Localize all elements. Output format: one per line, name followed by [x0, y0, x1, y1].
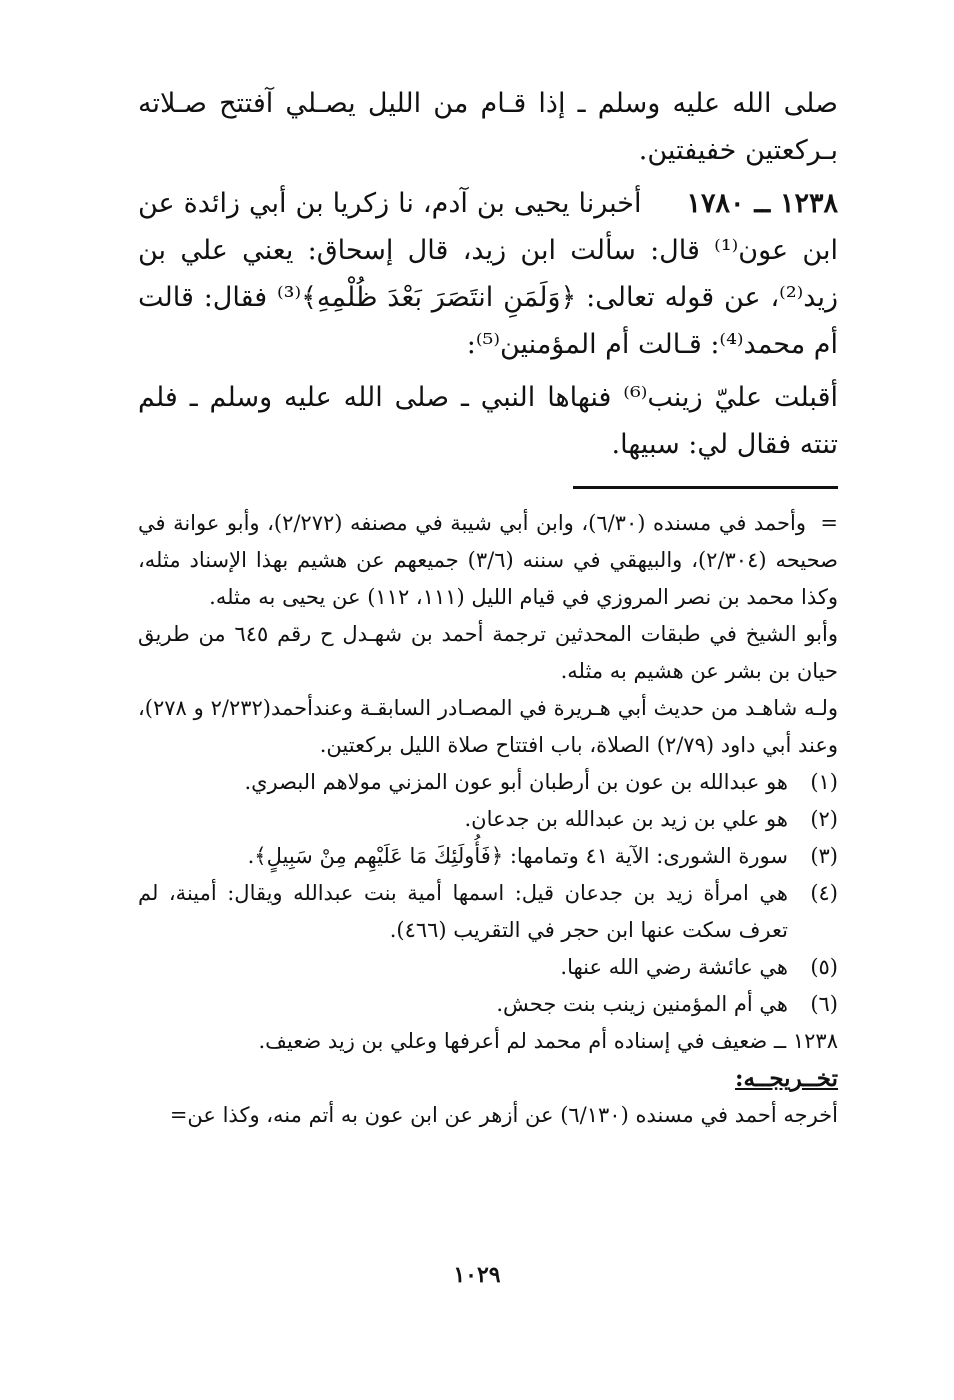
- footnote-text: هي عائشة رضي الله عنها.: [560, 955, 788, 979]
- main-paragraph-1: صلى الله عليه وسلم ـ إذا قـام من الليل يصـلي آفتتح صـلاته بـركعتين خفيفتين.: [138, 88, 838, 166]
- footnote-item: [138, 949, 838, 986]
- footnote-number: (١): [810, 770, 838, 794]
- main-paragraph-3: أقبلت عليّ زينب⁽⁶⁾ فنهاها النبي ـ صلى الله عليه وسلم ـ فلم تنته فقال لي: سبيها.: [138, 382, 838, 460]
- footnote-separator: [573, 486, 838, 489]
- footnote-continuation-2: وأبو الشيخ في طبقات المحدثين ترجمة أحمد بن شهـدل ح رقم ٦٤٥ من طريق حيان بن بشر عن هشيم به مثله.: [138, 622, 838, 683]
- footnote-item: [138, 838, 838, 875]
- footnote-text: هي أم المؤمنين زينب بنت جحش.: [496, 992, 788, 1016]
- hadith-text: أخبرنا يحيى بن آدم، نا زكريا بن أبي زائدة عن ابن عون⁽¹⁾ قال: سألت ابن زيد، قال إسحاق: يعني علي بن زيد⁽²⁾، عن قوله تعالى: ﴿وَلَمَنِ انتَصَرَ بَعْدَ ظُلْمِهِ﴾⁽³⁾ فقال: قالت أم محمد⁽⁴⁾: قـالت أم المؤمنين⁽⁵⁾:: [138, 188, 838, 360]
- page-number: ١٠٢٩: [453, 1262, 501, 1288]
- takhrij-heading: تخــريجــه:: [735, 1065, 838, 1092]
- footnote-text: هو عبدالله بن عون بن أرطبان أبو عون المزني مولاهم البصري.: [244, 770, 788, 794]
- footnotes: [138, 505, 838, 1134]
- main-text: [138, 80, 838, 474]
- hadith-paragraph: [138, 180, 838, 368]
- footnote-item: [138, 986, 838, 1023]
- footnote-item: [138, 875, 838, 949]
- continuation-marker: =: [820, 511, 838, 535]
- footnote-number: (٣): [810, 844, 838, 868]
- footnote-continuation-3: ولـه شاهـد من حديث أبي هـريرة في المصـادر السابقـة وعندأحمد(٢/٢٣٢ و ٢٧٨)، وعند أبي داود (٢/٧٩) الصلاة، باب افتتاح صلاة الليل بركعتين.: [138, 696, 838, 757]
- footnote-text: سورة الشورى: الآية ٤١ وتمامها: ﴿فَأُولَئِكَ مَا عَلَيْهِم مِنْ سَبِيلٍ﴾.: [247, 844, 788, 868]
- footnote-number: (٦): [810, 992, 838, 1016]
- hadith-number: ١٢٣٨ ــ ١٧٨٠: [686, 188, 838, 219]
- footnote-number: (٥): [810, 955, 838, 979]
- footnote-number: (٢): [810, 807, 838, 831]
- footnote-item: [138, 801, 838, 838]
- footnote-text: هي امرأة زيد بن جدعان قيل: اسمها أمية بنت عبدالله ويقال: أمينة، لم تعرف سكت عنها ابن حجر في التقريب (٤٦٦).: [138, 881, 788, 942]
- hadith-grade: ١٢٣٨ ــ ضعيف في إسناده أم محمد لم أعرفها وعلي بن زيد ضعيف.: [258, 1029, 838, 1053]
- footnote-number: (٤): [810, 881, 838, 905]
- footnote-continuation-1: =وأحمد في مسنده (٦/٣٠)، وابن أبي شيبة في مصنفه (٢/٢٧٢)، وأبو عوانة في صحيحه (٢/٣٠٤)، والبيهقي في سننه (٣/٦) جميعهم عن هشيم بهذا الإسناد مثله، وكذا محمد بن نصر المروزي في قيام الليل (١١١، ١١٢) عن يحيى به مثله.: [138, 505, 838, 616]
- takhrij-text: أخرجه أحمد في مسنده (٦/١٣٠) عن أزهر عن ابن عون به أتم منه، وكذا عن=: [169, 1103, 838, 1127]
- footnote-text: هو علي بن زيد بن عبدالله بن جدعان.: [464, 807, 788, 831]
- footnote-item: [138, 764, 838, 801]
